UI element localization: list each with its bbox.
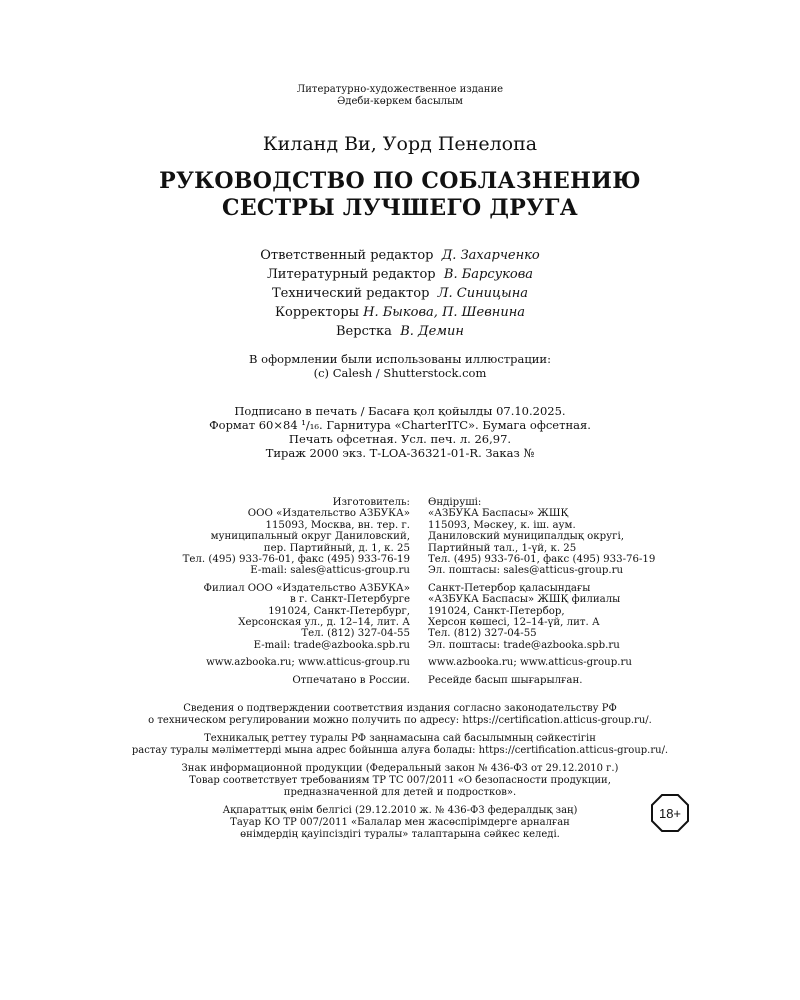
publisher-info-kz: Өндіруші: «АЗБУКА Баспасы» ЖШҚ 115093, Мәскеу, к. іш. аум. Даниловский муниципалдық округі, Партийный тал., 1-үй, к. 25 Тел. (495) 933-76-01, факс (495) 933-76-19 Эл. поштасы: sales@atticus-group.ru Санкт-Петербор қаласындағы «АЗБУКА Баспасы» ЖШҚ филиалы 191024, Санкт-Петербор, Херсон көшесі, 12–14-үй, лит. А Тел. (812) 327-04-55 Эл. поштасы: trade@azbooka.spb.ru www.azbooka.ru; www.atticus-group.ru Ресейде басып шығарылған. bbox=[428, 497, 656, 686]
publisher-info-ru: Изготовитель: ООО «Издательство АЗБУКА» 115093, Москва, вн. тер. г. муниципальный округ Даниловский, пер. Партийный, д. 1, к. 25 Тел. (495) 933-76-01, факс (495) 933-76-19 E-mail: sales@atticus-group.ru Филиал ООО «Издательство АЗБУКА» в г. Санкт-Петербурге 191024, Санкт-Петербург, Херсонская ул., д. 12–14, лит. А Тел. (812) 327-04-55 E-mail: trade@azbooka.spb.ru www.azbooka.ru; www.atticus-group.ru Отпечатано в России. bbox=[182, 497, 410, 686]
certification-info: Сведения о подтверждении соответствия издания согласно законодательству РФ о техническом регулировании можно получить по адресу: https://certification.atticus-group.ru/. Техникалық реттеу туралы РФ заңнамасына сай басылымның сәйкестігін растау туралы мәліметтерді мына адрес бойынша алуға болады: https://certification.atticus-group.ru/. Знак информационной продукции (Федеральный закон № 436-ФЗ от 29.12.2010 г.) Товар соответствует требованиям ТР ТС 007/2011 «О безопасности продукции, предназначенной для детей и подростков». Ақпараттық өнім белгісі (29.12.2010 ж. № 436-ФЗ федералдық заң) Тауар КО ТР 007/2011 «Балалар мен жасөспірімдерге арналған өнімдердің қауіпсіздігі туралы» талаптарына сәйкес келеді. bbox=[131, 703, 669, 840]
staff-row: Верстка В. Демин bbox=[336, 324, 464, 339]
age-rating-label: 18+ bbox=[658, 806, 682, 821]
book-title-line-2: СЕСТРЫ ЛУЧШЕГО ДРУГА bbox=[222, 195, 578, 221]
staff-row: Корректоры Н. Быкова, П. Шевнина bbox=[274, 305, 526, 320]
print-details: Подписано в печать / Басаға қол қойылды 07.10.2025. Формат 60×84 ¹/₁₆. Гарнитура «CharterITC». Бумага офсетная. Печать офсетная. Усл. печ. л. 26,97. Тираж 2000 экз. Т-LOA-36321-01-R. Заказ № bbox=[209, 404, 591, 460]
edition-type-kz: Әдеби-көркем басылым bbox=[337, 96, 463, 107]
staff-row: Технический редактор Л. Синицына bbox=[271, 286, 529, 301]
book-title-line-1: РУКОВОДСТВО ПО СОБЛАЗНЕНИЮ bbox=[159, 168, 641, 194]
staff-row: Литературный редактор В. Барсукова bbox=[266, 267, 534, 282]
editorial-staff bbox=[0, 246, 800, 341]
edition-type-ru: Литературно-художественное издание bbox=[296, 84, 504, 95]
age-rating-18-icon bbox=[650, 793, 690, 833]
book-title bbox=[0, 168, 800, 222]
edition-type bbox=[0, 84, 800, 108]
illustration-credits: В оформлении были использованы иллюстрации: (c) Calesh / Shutterstock.com bbox=[249, 352, 551, 380]
author: Киланд Ви, Уорд Пенелопа bbox=[262, 133, 538, 155]
staff-row: Ответственный редактор Д. Захарченко bbox=[260, 248, 540, 263]
